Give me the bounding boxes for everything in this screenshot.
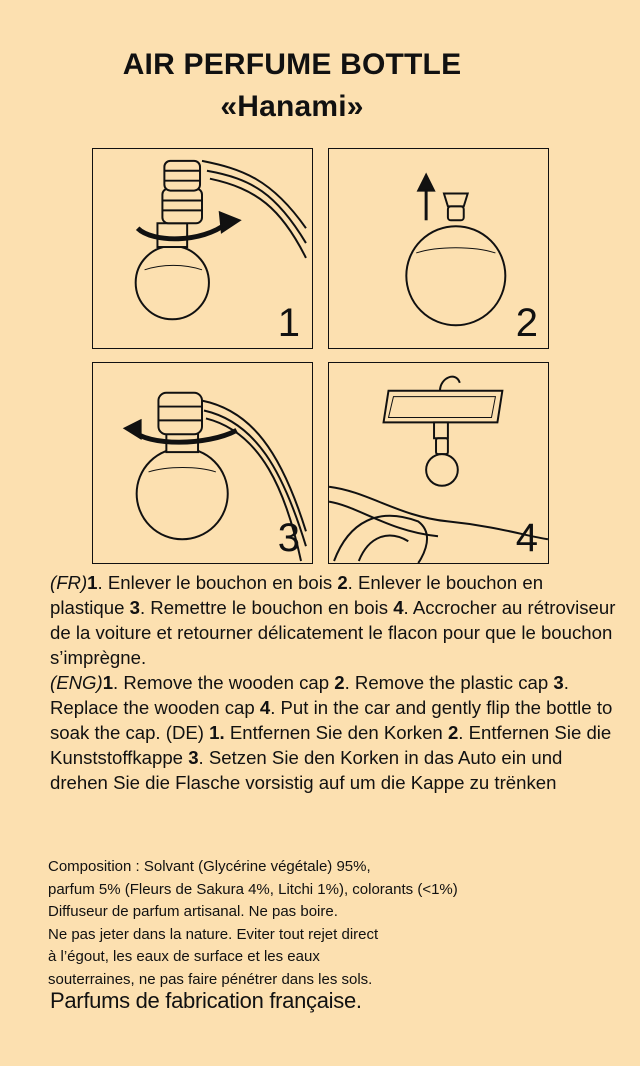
instruction-text: . Remove the wooden cap [113,672,335,693]
instructions-text [50,570,620,795]
lang-tag-en: (ENG) [50,672,103,693]
instruction-text: . Remove the plastic cap [344,672,554,693]
composition-line: Composition : Solvant (Glycérine végétale) 95%, [48,858,371,875]
instruction-text: . Enlever le bouchon en bois [97,572,338,593]
step-number-2: 2 [515,301,538,345]
step-ref: 2 [447,722,459,743]
instruction-text: . Remettre le bouchon en bois [139,597,394,618]
instruction-text: . Entfernen Sie die Kunststoffkappe [50,722,612,768]
instruction-text: Entfernen Sie den Korken [224,722,448,743]
step-number-4: 4 [515,516,538,560]
step-ref: 3 [188,747,199,768]
composition-line: à l’égout, les eaux de surface et les eaux [48,948,320,965]
composition-line: Ne pas jeter dans la nature. Eviter tout rejet direct [48,925,379,943]
step-ref: 1 [87,572,98,593]
step-ref: 1 [102,672,114,693]
instructions-paragraph-fr [50,570,620,670]
step-number-1: 1 [277,301,300,345]
composition-line: souterraines, ne pas faire pénétrer dans les sols. [48,970,373,988]
composition-line: parfum 5% (Fleurs de Sakura 4%, Litchi 1%), colorants (<1%) [48,880,458,898]
instructions-paragraph-en-de [50,670,620,795]
step-panel-1 [92,148,313,349]
step-panel-3 [92,362,313,564]
step-ref: 2 [337,572,348,593]
composition-line: Diffuseur de parfum artisanal. Ne pas boire. [48,903,338,920]
step-ref: 2 [334,672,345,693]
step-ref: 1. [209,722,225,743]
lang-tag-fr: (FR) [50,572,88,593]
product-subtitle: «Hanami» [220,90,364,123]
instruction-text: . Enlever le bouchon en plastique [50,572,544,618]
step-ref: 3 [553,672,564,693]
instruction-text: . Replace the wooden cap [50,672,569,718]
instruction-text: . Accrocher au rétroviseur de la voiture et retourner délicatement le flacon pour que le bouchon s’imprègne. [50,597,616,668]
made-in-france-footer: Parfums de fabrication française. [50,988,362,1013]
step-ref: 4 [393,597,404,618]
instruction-text: . Setzen Sie den Korken in das Auto ein und drehen Sie die Flasche vorsistig auf um die Kappe zu trënken [50,747,563,793]
step-ref: 3 [129,597,140,618]
step-number-3: 3 [277,516,300,560]
product-title: AIR PERFUME BOTTLE [122,48,462,81]
step-ref: 4 [259,697,271,718]
step-panel-2 [328,148,549,349]
step-panel-4 [328,362,549,564]
instruction-text: . Put in the car and gently flip the bottle to soak the cap. (DE) [50,697,613,743]
composition-block [48,856,608,991]
